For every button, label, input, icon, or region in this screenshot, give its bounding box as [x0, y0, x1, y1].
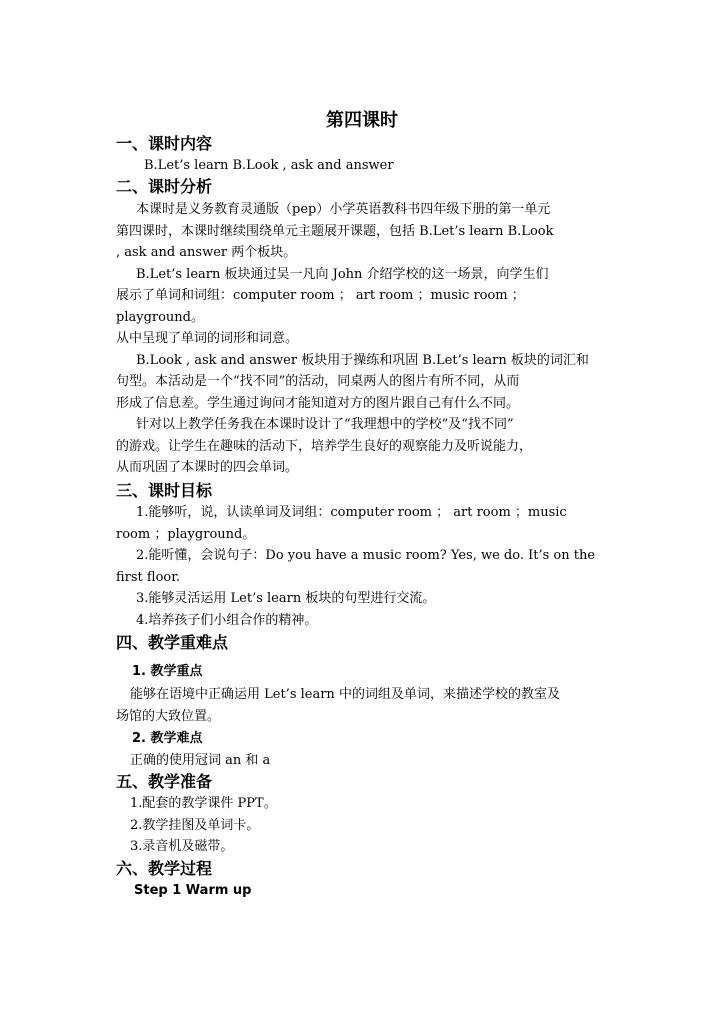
text-line: 从而巩固了本课时的四会单词。	[116, 460, 299, 475]
step-heading	[134, 880, 634, 902]
text-line: playground。	[116, 309, 205, 325]
section-heading: 六、教学过程	[116, 859, 213, 878]
section-heading: 四、教学重难点	[116, 633, 229, 652]
text-line: 1.配套的教学课件 PPT。	[130, 796, 277, 811]
text-line: 1.能够听，说，认读单词及词组：computer room ； art room ；music	[136, 505, 567, 520]
difficulty-subheading	[132, 728, 632, 750]
section-heading: 三、课时目标	[116, 481, 213, 500]
analysis-paragraphs	[116, 199, 616, 479]
text-line: 本课时是义务教育灵通版（pep）小学英语教科书四年级下册的第一单元	[136, 202, 551, 217]
text-line: 句型。本活动是一个“找不同”的活动，同桌两人的图片有所不同，从而	[116, 374, 520, 389]
section-heading: 二、课时分析	[116, 177, 213, 196]
text-line: B.Let’s learn B.Look , ask and answer	[144, 158, 394, 173]
text-line: first floor.	[116, 569, 181, 585]
text-line: 第四课时，本课时继续围绕单元主题展开课题，包括 B.Let’s learn B.Look	[116, 223, 554, 239]
text-line: 2.教学挂图及单词卡。	[130, 817, 260, 833]
section-heading: 五、教学准备	[116, 772, 213, 791]
text-line: 展示了单词和词组：computer room ； art room ；music room ；	[116, 288, 525, 303]
lesson-content-line	[144, 155, 644, 177]
text-line: 场馆的大致位置。	[116, 708, 221, 724]
section-teaching-process	[116, 858, 616, 880]
text-line: 3.录音机及磁带。	[130, 839, 234, 854]
section-lesson-analysis	[116, 176, 616, 198]
preparation-list	[130, 793, 630, 858]
text-line: 2.能听懂，会说句子：Do you have a music room? Yes, we do. It’s on the	[136, 548, 596, 563]
section-preparation	[116, 771, 616, 793]
text-line: 形成了信息差。学生通过询问才能知道对方的图片跟自己有什么不同。	[116, 395, 520, 411]
text-line: 的游戏。让学生在趣味的活动下，培养学生良好的观察能力及听说能力，	[116, 438, 533, 454]
step-title: Step 1 Warm up	[134, 883, 252, 898]
section-lesson-goals	[116, 480, 616, 502]
lesson-title: 第四课时	[326, 110, 398, 131]
difficulty-text	[130, 750, 630, 772]
text-line: B.Let’s learn 板块通过吴一凡向 John 介绍学校的这一场景，向学生们	[136, 266, 549, 282]
section-key-points	[116, 632, 616, 654]
subheading: 2. 教学难点	[132, 731, 203, 746]
section-heading: 一、课时内容	[116, 134, 213, 153]
text-line: B.Look , ask and answer 板块用于操练和巩固 B.Let’s learn 板块的词汇和	[136, 352, 589, 368]
key-point-text	[116, 684, 616, 727]
text-line: 针对以上教学任务我在本课时设计了“我理想中的学校”及“找不同”	[136, 417, 514, 432]
subheading: 1. 教学重点	[132, 664, 203, 679]
goals-list	[116, 502, 616, 631]
text-line: 能够在语境中正确运用 Let’s learn 中的词组及单词，来描述学校的教室及	[130, 687, 560, 702]
text-line: 3.能够灵活运用 Let’s learn 板块的句型进行交流。	[136, 591, 436, 606]
text-line: 正确的使用冠词 an 和 a	[130, 753, 271, 768]
section-lesson-content	[116, 133, 616, 155]
text-line: 从中呈现了单词的词形和词意。	[116, 331, 299, 346]
text-line: , ask and answer 两个板块。	[116, 245, 297, 260]
text-line: room ；playground。	[116, 526, 256, 542]
key-point-subheading	[132, 661, 632, 683]
text-line: 4.培养孩子们小组合作的精神。	[136, 612, 318, 628]
